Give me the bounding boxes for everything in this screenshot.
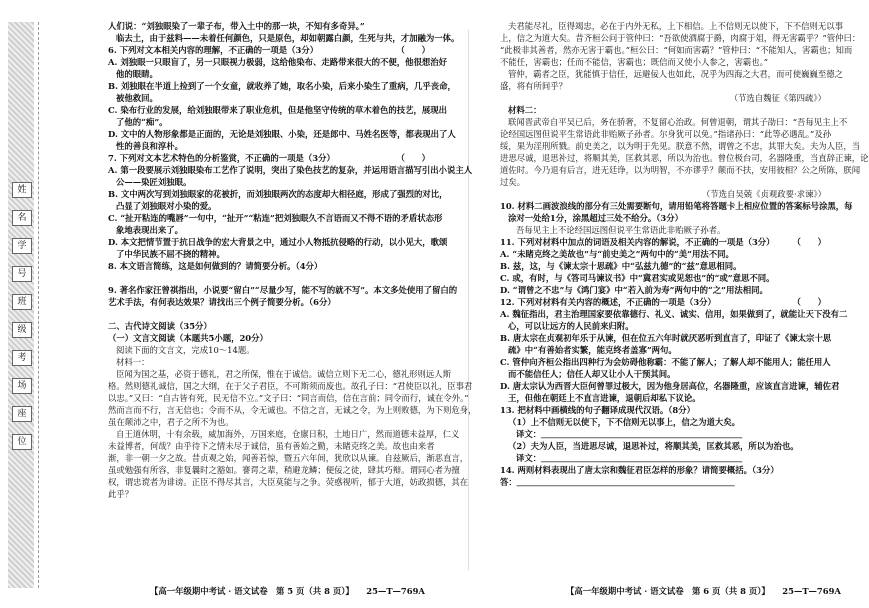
text-line (500, 56, 826, 68)
text-line (108, 380, 473, 392)
fold-line (38, 22, 39, 588)
binding-label: 考 (12, 350, 32, 366)
line-text: A. 刘独眼一只眼盲了，另一只眼视力极弱，这给他染布、走路带来很大的不便，他很想治好 (108, 57, 447, 67)
text-line (108, 272, 430, 284)
line-text: 公——染匠刘独眼。 (116, 177, 192, 187)
text-line (500, 248, 826, 260)
line-text: 9. 著名作家汪曾祺指出，小说要“留白”“尽量少写，能不写的就不写”。本文多处使用了留白的 (108, 285, 458, 295)
text-line (108, 212, 443, 224)
text-line (108, 56, 447, 68)
line-text: （2）夫为人臣，当进思尽诚，退思补过，将顺其美，匡救其恶，所以为治也。 (508, 441, 799, 451)
line-text: D. 唐太宗认为西晋大臣何曾罪过极大，因为他身居高位，名器隆重，应该直言进谏，辅佐君 (500, 381, 840, 391)
text-line (108, 80, 456, 92)
text-line (108, 296, 430, 308)
text-line (500, 152, 869, 164)
page-divider (468, 30, 469, 570)
text-line (500, 32, 861, 44)
text-line (500, 452, 826, 464)
line-text: 盛，将有所间乎？ (500, 81, 567, 91)
line-text: B. 兹，这，与《谏太宗十思疏》中“弘兹九德”的“兹”意思相同。 (500, 261, 742, 271)
text-line (108, 284, 458, 296)
text-line (500, 20, 843, 32)
text-line (500, 392, 826, 404)
text-line (108, 128, 456, 140)
line-text: 绥，果为淫刑所戮。前史美之，以为明于先见。朕意不然，谓曾之不忠，其罪大矣。夫为人臣，当 (500, 141, 861, 151)
page-5 (108, 20, 477, 580)
text-line (108, 140, 430, 152)
page-6-footer: 【高一年级期中考试 · 语文试卷 第 6 页（共 8 页）】 25—T—769A (566, 586, 841, 596)
binding-label: 学 (12, 238, 32, 254)
page-5-footer: 【高一年级期中考试 · 语文试卷 第 5 页（共 8 页）】 25—T—769A (150, 586, 425, 596)
line-text: 性的善良和淳朴。 (116, 141, 183, 151)
line-text: C. 或，有时，与《答司马谏议书》中“冀君实或见恕也”的“或”意思不同。 (500, 273, 775, 283)
line-text: 11. 下列对材料中加点的词语及相关内容的解说，不正确的一项是（3分） (500, 237, 775, 247)
text-line (500, 68, 843, 80)
line-text: 格。然则德礼诚信，国之大纲，在于父子君臣，不可斯须而废也。故孔子曰：“君使臣以礼，臣事君 (108, 381, 473, 391)
line-text: 艺术手法，有何表达效果？请找出三个例子简要分析。（6分） (108, 297, 336, 307)
line-text: 材料二： (508, 105, 542, 115)
line-text: 联闻晋武帝自平吴已后，务在骄奢，不复留心治政。何曾退朝，谓其子劭曰：“吾每见主上不 (508, 117, 848, 127)
line-text: 象地表现出来了。 (116, 225, 183, 235)
text-line (500, 416, 826, 428)
line-text: 而不能信任人；信任人却又让小人干预其间。 (508, 369, 676, 379)
text-line (500, 140, 861, 152)
text-line (108, 116, 430, 128)
text-line (500, 368, 826, 380)
text-line (500, 188, 826, 200)
line-text: 虽在颠沛之中，君子之所不为也。 (108, 417, 234, 427)
text-line (500, 200, 853, 212)
line-text: 7. 下列对文本艺术特色的分析鉴赏，不正确的一项是（3分） (108, 153, 335, 163)
line-text: 自王道休明，十有余载，威加海外，万国来庭，仓廪日积，土地日广，然而道德未益厚，仁义 (116, 429, 460, 439)
line-text: 以忠。”又曰：“自古皆有死，民无信不立。”文子曰：“同言而信，信在言前；同令而行，诚在令外。” (108, 393, 469, 403)
line-text: 材料一： (116, 357, 150, 367)
text-line (108, 320, 430, 332)
text-line (500, 356, 831, 368)
line-text: 阅读下面的文言文，完成10～14题。 (116, 345, 255, 355)
binding-label: 级 (12, 322, 32, 338)
text-line (500, 344, 826, 356)
text-line (500, 164, 861, 176)
binding-label: 名 (12, 210, 32, 226)
line-text: 译文：＿＿＿＿＿＿＿＿＿＿＿＿＿＿＿＿＿＿＿＿＿＿＿＿ (516, 453, 743, 463)
line-text: 未益博者，何哉？由乎待下之情未尽于诚信，虽有善始之勤，未睹克终之美。故也由来者 (108, 441, 435, 451)
line-text: C. “扯开粘连的嘴唇”一句中，“扯开”“粘连”把刘独眼久不言语而又不得不语的矛盾状态形 (108, 213, 443, 223)
line-text: 吾每见主上不论经国远图但说平生常语此非贻厥子孙者。 (516, 225, 726, 235)
line-text: D. “谓曾之不忠”与《鸿门宴》中“若入前为寿”两句中的“之”用法相同。 (500, 285, 768, 295)
text-line (108, 164, 473, 176)
text-line (108, 440, 435, 452)
line-text: 不能任，害霸也；任而不能信，害霸也；既信而又使小人参之，害霸也。” (500, 57, 769, 67)
text-line (500, 212, 826, 224)
line-text: A. 魏征指出，君主治理国家要依靠德行、礼义、诚实、信用，如果做到了，就能让天下没有二 (500, 309, 848, 319)
line-text: 道佐时。今乃退有后言，进无廷诤，以为明智，不亦谬乎？颠而不扶，安用彼相？公之所陈，朕闻 (500, 165, 861, 175)
text-line (500, 224, 826, 236)
text-line (108, 200, 430, 212)
answer-bracket: （ ） (396, 153, 430, 163)
binding-strip (8, 22, 34, 588)
line-text: 二、古代诗文阅读（35分） (108, 321, 212, 331)
line-text: 夫君能尽礼，臣得竭忠，必在于内外无私，上下相信。上不信则无以使下，下不信则无以事 (508, 21, 843, 31)
binding-label: 姓 (12, 182, 32, 198)
line-text: A. “未睹克终之美故也”与“前史美之”两句中的“美”用法不同。 (500, 249, 734, 259)
text-line (500, 236, 826, 248)
line-text: 被他救回。 (116, 93, 158, 103)
line-text: 译文：＿＿＿＿＿＿＿＿＿＿＿＿＿＿＿＿＿＿＿＿＿＿＿＿ (516, 429, 743, 439)
text-line (500, 332, 832, 344)
text-line (108, 344, 430, 356)
text-line (108, 152, 430, 164)
text-line (500, 428, 826, 440)
text-line (500, 44, 853, 56)
line-text: 王，但他在朝廷上不直言进谏，退朝后却私下议论。 (508, 393, 701, 403)
binding-label: 场 (12, 378, 32, 394)
line-text: 上，信之为道大矣。昔齐桓公问于管仲曰：“吾欲使酒腐于爵，肉腐于俎，得无害霸乎？”管仲曰： (500, 33, 861, 43)
answer-bracket: （ ） (396, 45, 430, 55)
line-text: （节选自吴兢《贞观政要·求谏》） (701, 189, 826, 199)
line-text: 他的眼睛。 (116, 69, 158, 79)
line-text: 论经国远图但说平生常语此非贻厥子孙者。尔身犹可以免。”指诸孙曰：“此等必遇乱。”及孙 (500, 129, 832, 139)
text-line (500, 440, 826, 452)
line-text: 6. 下列对文本相关内容的理解，不正确的一项是（3分） (108, 45, 319, 55)
line-text: 臣闻为国之基，必资于德礼，君之所保，惟在于诚信。诚信立则下无二心，德礼形则远人斯 (116, 369, 451, 379)
line-text: 疏》中“有善始者实繁，能克终者盖寡”两句。 (508, 345, 677, 355)
text-line (500, 80, 826, 92)
line-text: 14. 两则材料表现出了唐太宗和魏征君臣怎样的形象？请简要概括。（3分） (500, 465, 779, 475)
line-text: B. 刘独眼在半道上捡到了一个女童，就收养了她，取名小染，后来小染生了重病，几乎丧命， (108, 81, 456, 91)
line-text: 了中华民族不屈不挠的精神。 (116, 249, 225, 259)
binding-label: 位 (12, 434, 32, 450)
line-text: （一）文言文阅读（本题共5小题，20分） (108, 333, 268, 343)
line-text: 进思尽诚，退思补过，将顺其美，匡救其恶，所以为治也。曾位极台司，名器隆重，当直辞正谏，论 (500, 153, 869, 163)
answer-bracket: （ ） (792, 237, 826, 247)
line-text: 虽或勉强有所容，非复曩时之豁如。謇谔之辈，稍避龙鳞；便佞之徒，肆其巧辩。谓同心者为擅 (108, 465, 460, 475)
text-line (108, 248, 430, 260)
text-line (108, 476, 469, 488)
text-line (500, 308, 848, 320)
text-line (500, 320, 826, 332)
text-line (500, 104, 826, 116)
line-text: （节选自魏征《第四疏》） (729, 93, 826, 103)
text-line (108, 20, 430, 32)
line-text: 凸显了刘独眼对小染的爱。 (116, 201, 217, 211)
line-text: D. 文中的人物形象都是正面的，无论是刘独眼、小染，还是郎中、马姓名医等，都表现出了人 (108, 129, 456, 139)
line-text: “此极非其善者，然亦无害于霸也。”桓公曰：“何如而害霸？”管仲曰：“不能知人，害霸也；知而 (500, 45, 853, 55)
line-text: 13. 把材料中画横线的句子翻译成现代汉语。（8分） (500, 405, 695, 415)
line-text: 渐，非一朝一夕之故。昔贞观之始，闻善若惊，暨五六年间，犹欣以从谏。自兹厥后，渐恶直言， (108, 453, 469, 463)
text-line (108, 404, 477, 416)
text-line (108, 464, 460, 476)
text-line (108, 332, 430, 344)
text-line (500, 380, 840, 392)
line-text: （1）上不信则无以使下，下不信则无以事上，信之为道大矣。 (508, 417, 740, 427)
answer-bracket: （ ） (792, 297, 826, 307)
line-text: 涂对一处给1分，涂黑超过三处不给分。（3分） (508, 213, 683, 223)
text-line (108, 392, 469, 404)
text-line (500, 464, 826, 476)
text-line (108, 488, 430, 500)
line-text: 然而言而不行，言无信也；令而不从，令无诚也。不信之言，无诚之令，为上则败德，为下则危身， (108, 405, 477, 415)
text-line (108, 188, 448, 200)
line-text: 答：＿＿＿＿＿＿＿＿＿＿＿＿＿＿＿＿＿＿＿＿＿＿＿＿＿＿ (500, 477, 735, 487)
line-text: C. 染布行业的发展，给刘独眼带来了职业危机，但是他坚守传统的草木着色的技艺，展现出 (108, 105, 447, 115)
text-line (108, 260, 430, 272)
line-text: C. 管仲向齐桓公指出四种行为会妨碍他称霸：不能了解人；了解人却不能用人；能任用人 (500, 357, 831, 367)
binding-label: 号 (12, 266, 32, 282)
line-text: 了他的“痴”。 (116, 117, 168, 127)
text-line (500, 272, 826, 284)
text-line (108, 44, 430, 56)
line-text: 权，谓忠谠者为诽谤。正臣不得尽其言，大臣莫能与之争。荧惑视听，郁于大道，妨政损德，其在 (108, 477, 469, 487)
line-text: 12. 下列对材料有关内容的概述，不正确的一项是（3分） (500, 297, 716, 307)
line-text: B. 唐太宗在贞观初年乐于从谏，但在位五六年时就厌恶听到直言了，印证了《谏太宗十思 (500, 333, 832, 343)
line-text: 人们说：“刘独眼染了一辈子布，带入土中的那一块，不知有多奇异。” (108, 21, 365, 31)
line-text: D. 本文把情节置于抗日战争的宏大背景之中，通过小人物抵抗侵略的行动，以小见大，歌颂 (108, 237, 448, 247)
text-line (108, 236, 448, 248)
text-line (500, 128, 832, 140)
text-line (108, 104, 447, 116)
binding-label: 班 (12, 294, 32, 310)
page-6 (500, 20, 869, 580)
text-line (108, 428, 460, 440)
text-line (108, 32, 460, 44)
text-line (500, 260, 826, 272)
text-line (108, 452, 469, 464)
line-text: 此乎？ (108, 489, 134, 499)
text-line (108, 68, 430, 80)
line-text: 临去土，由于兹料——未着任何颜色，只是原色，却如朝露白颜，生死与共，才加融为一体。 (116, 33, 460, 43)
text-line (108, 308, 430, 320)
text-line (108, 416, 430, 428)
text-line (500, 92, 826, 104)
text-line (500, 176, 826, 188)
line-text: 心，可以让远方的人民前来归附。 (508, 321, 634, 331)
line-text: 10. 材料二画波浪线的部分有三处需要断句，请用铅笔将答题卡上相应位置的答案标号涂黑，每 (500, 201, 853, 211)
binding-label: 座 (12, 406, 32, 422)
text-line (500, 476, 826, 488)
line-text: 管仲，霸者之臣，犹能慎于信任，远避佞人也如此，况乎为四海之大君，而可使巍巍至德之 (508, 69, 843, 79)
line-text: 过矣。 (500, 177, 526, 187)
text-line (500, 404, 826, 416)
line-text: 8. 本文语言简练，这是如何做到的？请简要分析。（4分） (108, 261, 323, 271)
line-text: B. 文中两次写到刘独眼家的花被折，而刘独眼两次的态度却大相径庭，形成了强烈的对比， (108, 189, 448, 199)
text-line (108, 368, 451, 380)
text-line (108, 92, 430, 104)
text-line (500, 116, 848, 128)
text-line (500, 296, 826, 308)
text-line (108, 356, 430, 368)
line-text: A. 第一段要展示刘独眼染布工艺作了说明，突出了染色技艺的复杂，并运用语言描写引出小说主人 (108, 165, 473, 175)
text-line (500, 284, 826, 296)
text-line (108, 224, 430, 236)
text-line (108, 176, 430, 188)
